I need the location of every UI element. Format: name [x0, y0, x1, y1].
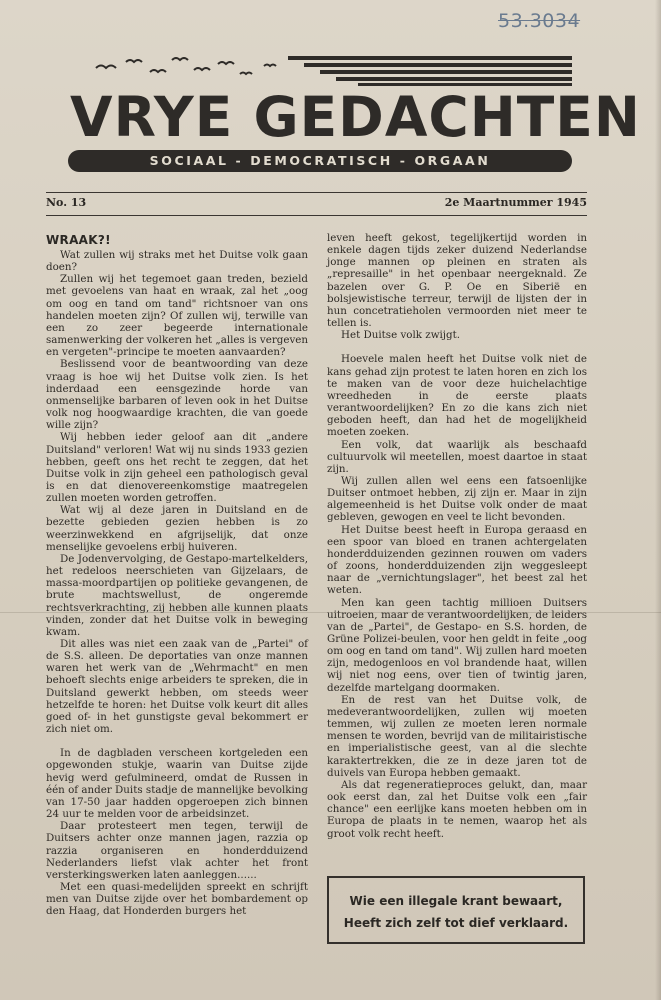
article-paragraph: Wat zullen wij straks met het Duitse volk gaan doen? — [46, 249, 308, 274]
masthead — [68, 50, 641, 174]
article-column-left — [46, 232, 308, 917]
article-paragraph: Hoevele malen heeft het Duitse volk niet de kans gehad zijn protest te laten horen en zich los te maken van de voor deze huichelachtige wreedheden in de eerste plaats verantwoordelijken? En zo die kans zich niet geboden heeft, dan had het de mogelijkheid moeten zoeken. — [327, 353, 587, 439]
article-paragraph: leven heeft gekost, tegelijkertijd worden in enkele dagen tijds zeker duizend Nederlandse jonge mannen op pleinen en straten als „represaille" in het openbaar neergeknald. Ze bazelen over G. P. Oe en Siberië en bolsjewistische terreur, terwijl de lijsten der in hun concetratieholen vermoorden niet meer te tellen is. — [327, 232, 587, 330]
notice-line-2: Heeft zich zelf tot dief verklaard. — [343, 916, 569, 930]
article-paragraph: Dit alles was niet een zaak van de „Partei" of de S.S. alleen. De deportaties van onze mannen waren het werk van de „Wehrmacht" en men behoeft slechts enige arbeiders te spreken, die in Duitsland gewerkt hebben, om steeds weer hetzelfde te horen: het Duitse volk keurt dit alles goed of- in het gunstigste geval bekommert er zich niet om. — [46, 638, 308, 736]
article-paragraph: Daar protesteert men tegen, terwijl de Duitsers achter onze mannen jagen, razzia op razzia organiseren en honderdduizend Nederlanders liefst vlak achter het front versterkingswerken laten aanleggen...... — [46, 820, 308, 881]
article-paragraph: Het Duitse beest heeft in Europa geraasd en een spoor van bloed en tranen achtergelaten honderdduizenden gezinnen rouwen om vaders of zoons, honderdduizenden zijn weggesleept naar de „vernichtungslager", het beest zal het weten. — [327, 523, 587, 597]
article-paragraph: Zullen wij het tegemoet gaan treden, bezield met gevoelens van haat en wraak, zal het „oog om oog en tand om tand" richtsnoer van ons handelen moeten zijn? Of zullen wij, terwille van een zo zeer begeerde internationale samenwerking der volkeren het „alles is vergeven en vergeten"-principe te moeten aanvaarden? — [46, 273, 308, 359]
masthead-subtitle: SOCIAAL - DEMOCRATISCH - ORGAAN — [68, 150, 572, 172]
notice-line-1: Wie een illegale krant bewaart, — [349, 894, 563, 908]
article-paragraph: Wij hebben ieder geloof aan dit „andere Duitsland" verloren! Wat wij nu sinds 1933 gezien hebben, geeft ons het recht te zeggen, dat het Duitse volk in zijn geheel een pathologisch geval is en dat dienovereenkomstige maatregelen zullen moeten worden getroffen. — [46, 431, 308, 505]
article-paragraph: Wij zullen allen wel eens een fatsoenlijke Duitser ontmoet hebben, zij zijn er. Maar in zijn algemeenheid is het Duitse volk onder de maat gebleven, gewogen en veel te licht bevonden. — [327, 474, 587, 524]
article-paragraph: Het Duitse volk zwijgt. — [341, 329, 461, 342]
bottom-rule — [46, 215, 587, 216]
paper-edge-shadow — [655, 0, 661, 1000]
article-paragraph: Men kan geen tachtig millioen Duitsers uitroeien, maar de verantwoordelijken, de leiders van de „Partei", de Gestapo- en S.S. horden, de Grüne Polizei-beulen, voor hen geldt in feite „oog om oog en tand om tand". Wij zullen hard moeten zijn, medogenloos en vol brandende haat, willen wij niet nog eens, over tien of twintig jaren, dezelfde martelgang doormaken. — [327, 596, 587, 694]
article-paragraph: Als dat regeneratieproces gelukt, dan, maar ook eerst dan, zal het Duitse volk een „fair chance" een eerlijke kans moeten hebben om in Europa de plaats in te nemen, waarop het als groot volk recht heeft. — [327, 778, 587, 840]
issue-line — [46, 196, 587, 212]
masthead-title: VRYE GEDACHTEN — [70, 85, 641, 149]
article-paragraph: Met een quasi-medelijden spreekt en schrijft men van Duitse zijde over het bombardement op den Haag, dat Honderden burgers het — [46, 880, 308, 918]
article-paragraph: Een volk, dat waarlijk als beschaafd cultuurvolk wil meetellen, moest daartoe in staat zijn. — [327, 438, 587, 475]
issue-number: No. 13 — [46, 196, 87, 209]
article-headline: WRAAK?! — [46, 233, 111, 247]
catalog-number-annotation: 53.3034 — [498, 10, 581, 32]
article-paragraph: Beslissend voor de beantwoording van deze vraag is hoe wij het Duitse volk zien. Is het inderdaad een eensgezinde horde van onmenselijke barbaren of leven ook in het Duitse volk nog hoogwaardige krachten, die van goede wille zijn? — [46, 358, 308, 432]
article-paragraph: En de rest van het Duitse volk, de medeverantwoordelijken, zullen wij moeten temmen, wij zullen ze moeten leren normale mensen te worden, bevrijd van de militairistische en imperialistische geest, van al die slechte karaktertrekken, die ze in deze jaren tot de duivels van Europa hebben gemaakt. — [327, 693, 587, 779]
issue-date: 2e Maartnummer 1945 — [444, 196, 587, 209]
illegal-paper-notice-box — [327, 876, 585, 944]
article-paragraph: De Jodenvervolging, de Gestapo-martelkelders, het redeloos neerschieten van Gijzelaars, de massa-moordpartijen op politieke gevangenen, de brute machtswellust, de ongeremde rechtsverkrachting, zij hebben alle kunnen plaats vinden, zonder dat het Duitse volk in beweging kwam. — [46, 552, 308, 638]
article-column-right — [327, 232, 587, 840]
article-paragraph: Wat wij al deze jaren in Duitsland en de bezette gebieden gezien hebben is zo weerzinwekkend en afgrijselijk, dat onze menselijke gevoelens erbij huiveren. — [46, 504, 308, 553]
top-rule — [46, 192, 587, 193]
paper-fold-line — [0, 612, 661, 613]
article-paragraph: In de dagbladen verscheen kortgeleden een opgewonden stukje, waarin van Duitse zijde hevig werd gefulmineerd, omdat de Russen in één of ander Duits stadje de mannelijke bevolking van 17-50 jaar hadden opgeroepen zich binnen 24 uur te melden voor de arbeidsinzet. — [46, 747, 308, 821]
